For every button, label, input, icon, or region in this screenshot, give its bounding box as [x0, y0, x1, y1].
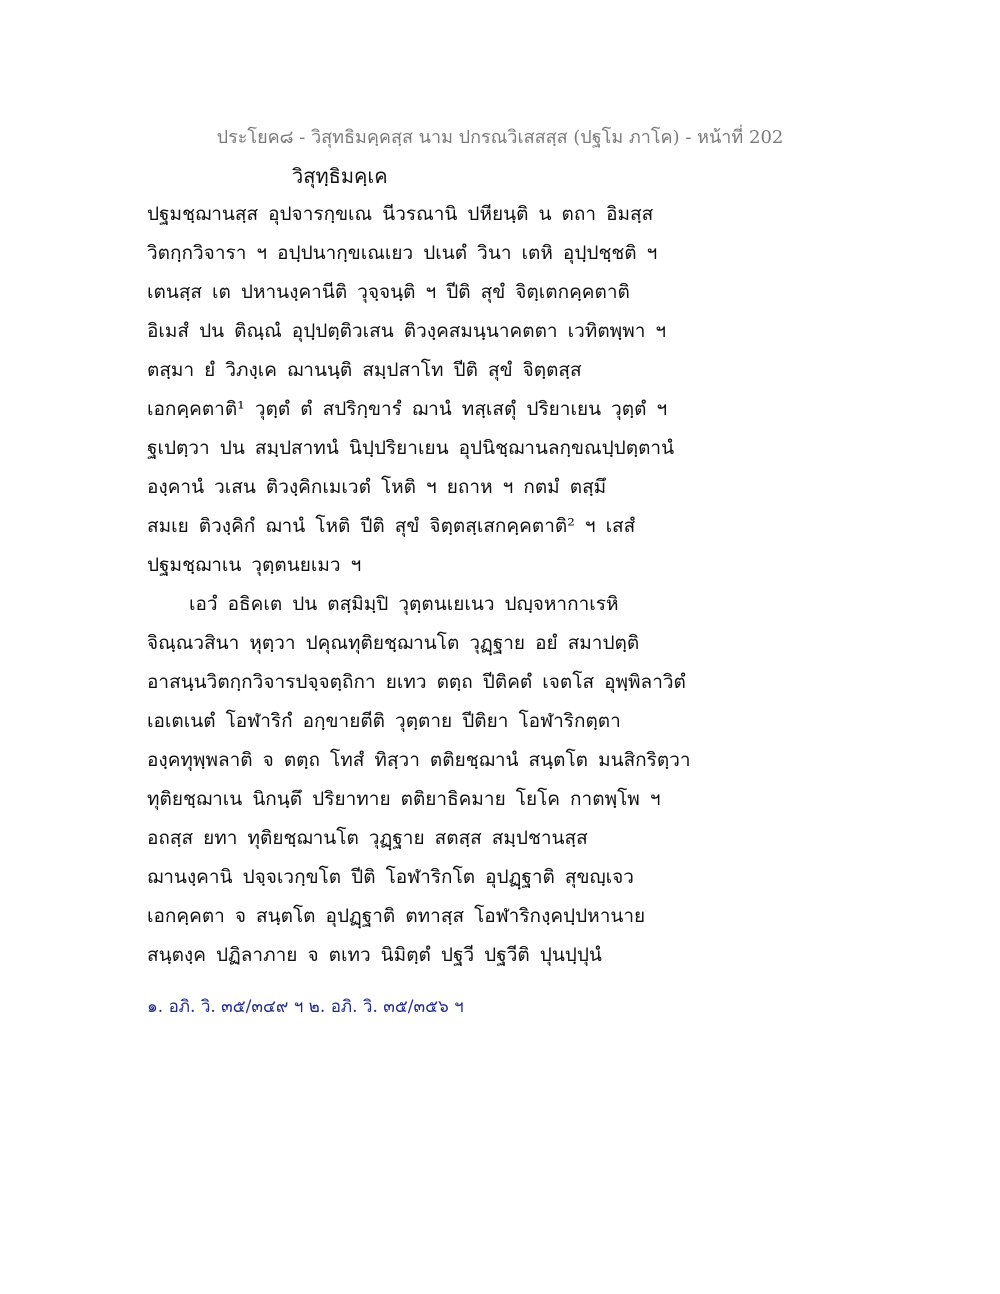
text-line: ปฐมชฺฌาเน วุตฺตนยเมว ฯ [147, 554, 362, 576]
text-line: อถสฺส ยทา ทุติยชฺฌานโต วุฏฺฐาย สตสฺส สมฺปชานสฺส [147, 827, 588, 849]
text-line: เอกคฺคตา จ สนฺตโต อุปฏฺฐาติ ตทาสฺส โอฬาริกงฺคปฺปหานาย [147, 905, 646, 927]
text-line: สนฺตงฺค ปฏิลาภาย จ ตเทว นิมิตฺตํ ปฐวี ปฐวีติ ปุนปฺปุนํ [147, 944, 602, 966]
paragraph-first-line: เอวํ อธิคเต ปน ตสฺมิมฺปิ วุตฺตนเยเนว ปญฺจหากาเรหิ [189, 593, 619, 615]
text-line: ปฐมชฺฌานสฺส อุปจารกฺขเณ นีวรณานิ ปหียนฺติ น ตถา อิมสฺส [147, 203, 654, 225]
text-line: ฐเปตฺวา ปน สมฺปสาทนํ นิปฺปริยาเยน อุปนิชฺฌานลกฺขณปฺปตฺตานํ [147, 437, 675, 459]
text-line: อาสนฺนวิตกฺกวิจารปจฺจตฺถิกา ยเทว ตตฺถ ปีติคตํ เจตโส อุพฺพิลาวิตํ [147, 671, 686, 693]
body-text [147, 195, 847, 975]
text-line: เอเตเนตํ โอฬาริกํ อกฺขายตีติ วุตฺตาย ปีติยา โอฬาริกตฺตา [147, 710, 621, 732]
section-title: วิสุทฺธิมคฺเค [292, 164, 388, 188]
text-line: องฺคทุพฺพลาติ จ ตตฺถ โทสํ ทิสฺวา ตติยชฺฌานํ สนฺตโต มนสิกริตฺวา [147, 749, 691, 771]
text-line: วิตกฺกวิจารา ฯ อปฺปนากฺขเณเยว ปเนตํ วินา เตหิ อุปฺปชฺชติ ฯ [147, 242, 658, 264]
page-header: ประโยค๘ - วิสุทธิมคฺคสฺส นาม ปกรณวิเสสสฺส (ปฐโม ภาโค) - หน้าที่ 202 [216, 127, 784, 148]
text-line: ตสฺมา ยํ วิภงฺเค ฌานนฺติ สมฺปสาโท ปีติ สุขํ จิตฺตสฺส [147, 359, 582, 381]
text-line: ฌานงฺคานิ ปจฺจเวกฺขโต ปีติ โอฬาริกโต อุปฏฺฐาติ สุขญฺเจว [147, 866, 634, 888]
text-line: เอกคฺคตาติ¹ วุตฺตํ ตํ สปริกฺขารํ ฌานํ ทสฺเสตุํ ปริยาเยน วุตฺตํ ฯ [147, 398, 668, 420]
text-line: องฺคานํ วเสน ติวงฺคิกเมเวตํ โหติ ฯ ยถาห ฯ กตมํ ตสฺมึ [147, 476, 607, 498]
text-line: จิณฺณวสินา หุตฺวา ปคุณทุติยชฺฌานโต วุฏฺฐาย อยํ สมาปตฺติ [147, 632, 640, 654]
text-line: ทุติยชฺฌาเน นิกนฺตึ ปริยาทาย ตติยาธิคมาย โยโค กาตพฺโพ ฯ [147, 788, 661, 810]
text-line: อิเมสํ ปน ติณฺณํ อุปฺปตฺติวเสน ติวงฺคสมนฺนาคตตา เวทิตพฺพา ฯ [147, 320, 667, 342]
text-line: เตนสฺส เต ปหานงฺคานีติ วุจฺจนฺติ ฯ ปีติ สุขํ จิตฺเตกคฺคตาติ [147, 281, 630, 303]
footnote: ๑. อภิ. วิ. ๓๕/๓๔๙ ฯ ๒. อภิ. วิ. ๓๕/๓๕๖ ฯ [147, 997, 464, 1017]
text-line: สมเย ติวงฺคิกํ ฌานํ โหติ ปีติ สุขํ จิตฺตสฺเสกคฺคตาติ² ฯ เสสํ [147, 515, 636, 537]
